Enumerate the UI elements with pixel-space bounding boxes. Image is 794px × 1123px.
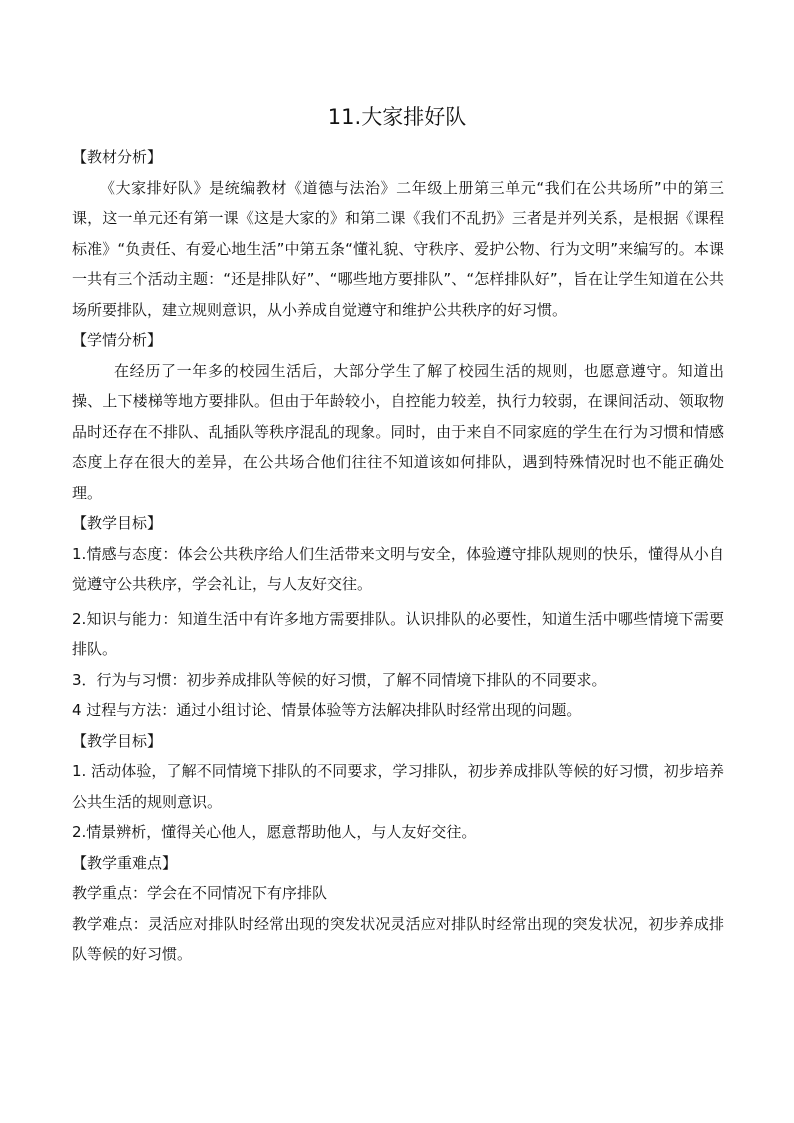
goal-item-scenario: 2.情景辨析，懂得关心他人，愿意帮助他人，与人友好交往。 (72, 823, 477, 841)
section-heading-textbook-analysis: 【教材分析】 (72, 148, 163, 166)
section-heading-key-difficulties: 【教学重难点】 (72, 853, 178, 872)
goal-item-knowledge: 2.知识与能力：知道生活中有许多地方需要排队。认识排队的必要性，知道生活中哪些情境下需要排队。 (72, 609, 724, 658)
textbook-analysis-paragraph: 《大家排好队》是统编教材《道德与法治》二年级上册第三单元“我们在公共场所”中的第三课，这一单元还有第一课《这是大家的》和第二课《我们不乱扔》三者是并列关系，是根据《课程标准》“负责任、有爱心地生活”中第五条“懂礼貌、守秩序、爱护公物、行为文明”来编写的。本课一共有三个活动主题：“还是排队好”、“哪些地方要排队”、“怎样排队好”，旨在让学生知道在公共场所要排队，建立规则意识，从小养成自觉遵守和维护公共秩序的好习惯。 (72, 178, 724, 319)
document-body (72, 142, 724, 970)
teaching-key-point: 教学重点：学会在不同情况下有序排队 (72, 884, 328, 902)
section-heading-teaching-goals: 【教学目标】 (72, 514, 163, 532)
student-analysis-paragraph: 在经历了一年多的校园生活后，大部分学生了解了校园生活的规则，也愿意遵守。知道出操、上下楼梯等地方要排队。但由于年龄较小，自控能力较差，执行力较弱，在课间活动、领取物品时还存在不排队、乱插队等秩序混乱的现象。同时，由于来自不同家庭的学生在行为习惯和情感态度上存在很大的差异，在公共场合他们往往不知道该如何排队，遇到特殊情况时也不能正确处理。 (72, 361, 724, 502)
section-heading-teaching-goals-2: 【教学目标】 (72, 731, 163, 750)
document-title: 11.大家排好队 (327, 105, 467, 129)
goal-item-process: 4 过程与方法：通过小组讨论、情景体验等方法解决排队时经常出现的问题。 (72, 701, 582, 719)
teaching-difficulty: 教学难点：灵活应对排队时经常出现的突发状况灵活应对排队时经常出现的突发状况，初步养成排队等候的好习惯。 (72, 914, 724, 963)
goal-item-emotion: 1.情感与态度：体会公共秩序给人们生活带来文明与安全，体验遵守排队规则的快乐，懂得从小自觉遵守公共秩序，学会礼让，与人友好交往。 (72, 544, 724, 593)
section-heading-student-analysis: 【学情分析】 (72, 331, 163, 349)
goal-item-activity: 1. 活动体验，了解不同情境下排队的不同要求，学习排队，初步养成排队等候的好习惯，初步培养公共生活的规则意识。 (72, 762, 724, 811)
goal-item-behavior: 3．行为与习惯：初步养成排队等候的好习惯，了解不同情境下排队的不同要求。 (72, 670, 607, 689)
